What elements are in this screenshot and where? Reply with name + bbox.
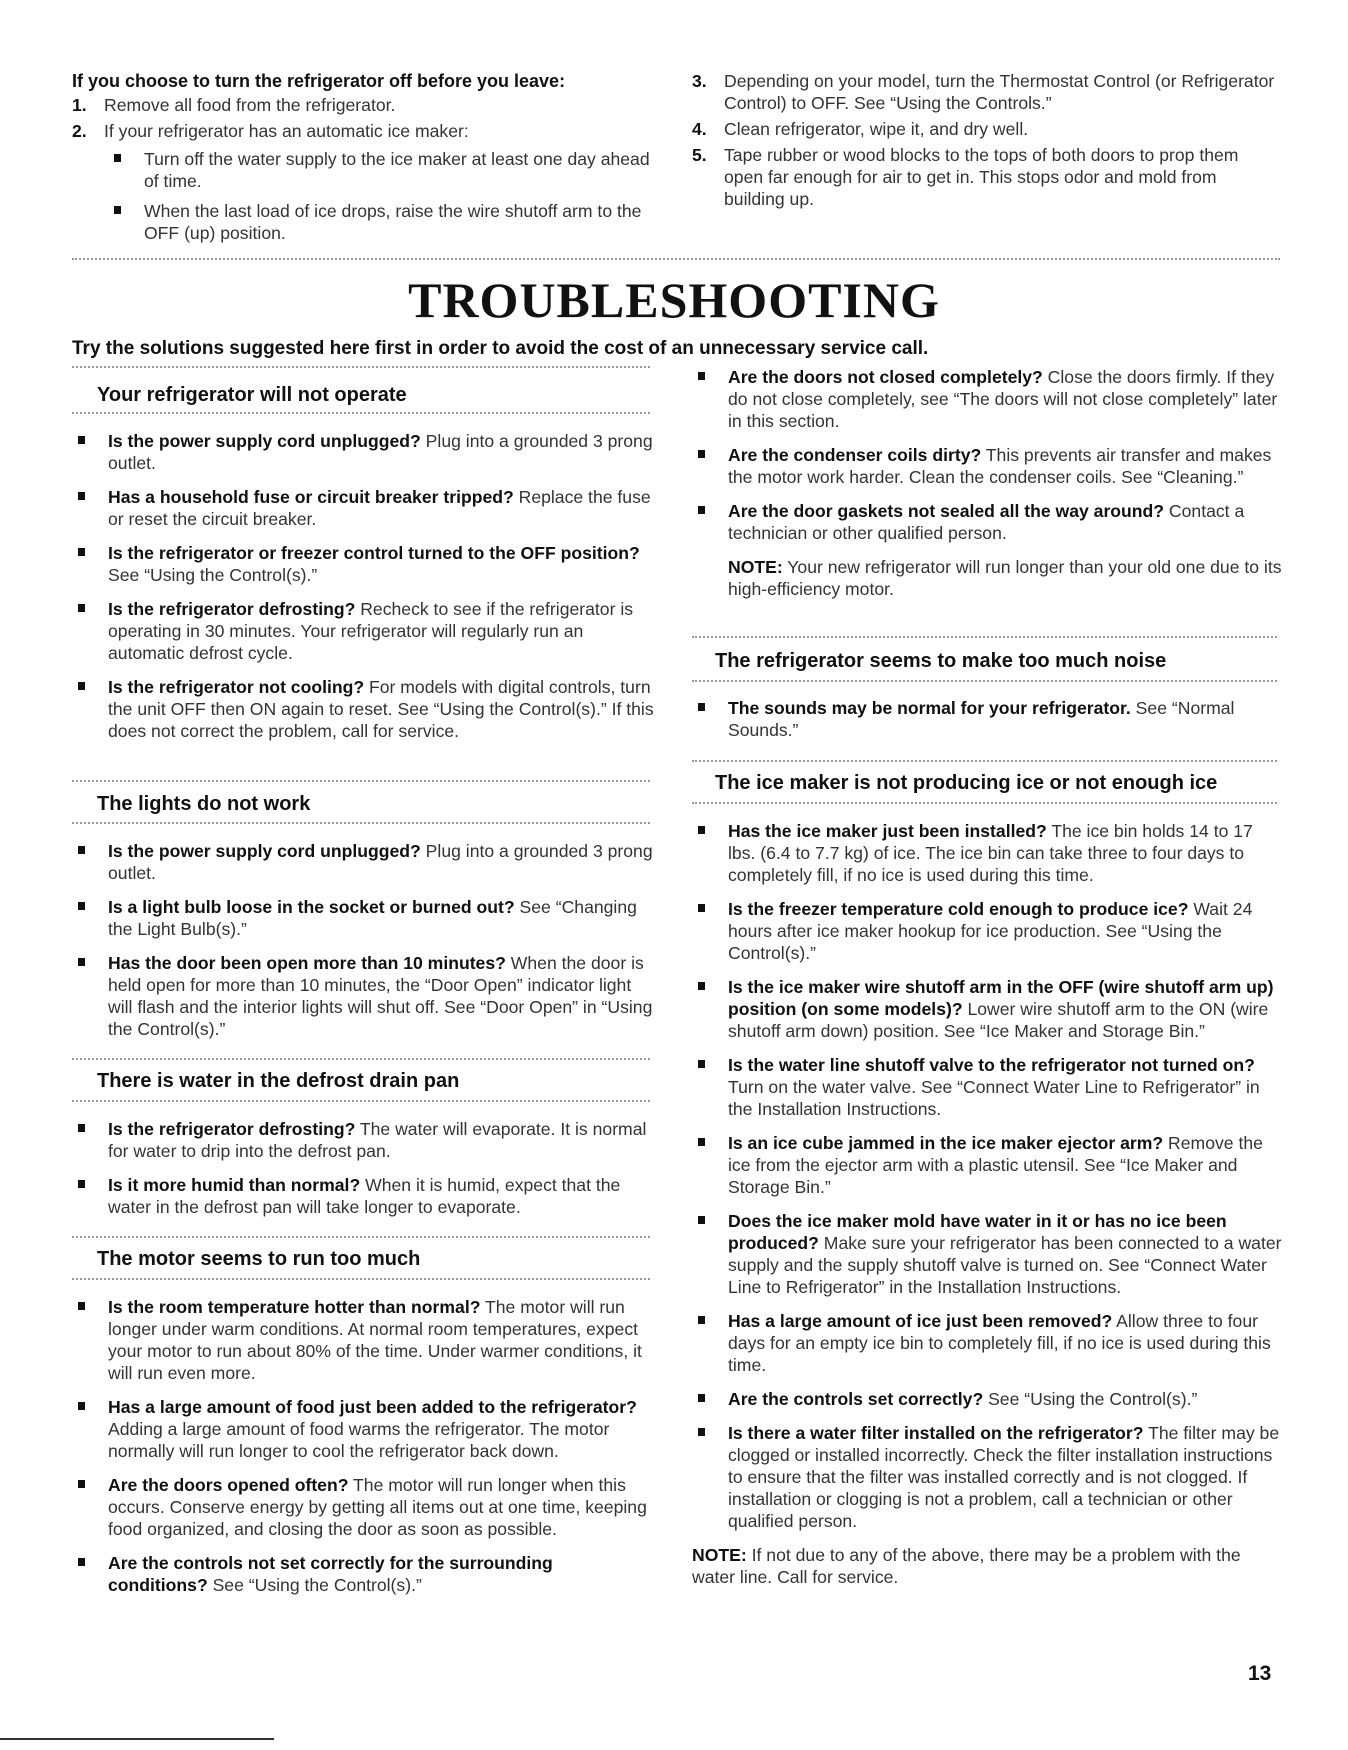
motor-continued-list bbox=[692, 366, 1282, 610]
list-item: Are the door gaskets not sealed all the way around? Contact a technician or other qualified person. bbox=[692, 500, 1282, 544]
prep-left-column bbox=[72, 70, 657, 252]
list-item: Is the room temperature hotter than normal? The motor will run longer under warm conditions. At normal room temperatures, expect your motor to run about 80% of the time. Under warmer conditions, it will run even more. bbox=[72, 1296, 657, 1384]
list-item: The sounds may be normal for your refrigerator. See “Normal Sounds.” bbox=[692, 697, 1282, 741]
list-item: Is there a water filter installed on the refrigerator? The filter may be clogged or installed incorrectly. Check the filter installation instructions to ensure that the filter was installed correctly and is not clogged. If installation or clogging is not a problem, call a technician or other qualified person. bbox=[692, 1422, 1282, 1532]
motor-list bbox=[72, 1296, 657, 1608]
list-item: Is the refrigerator defrosting? The water will evaporate. It is normal for water to drip into the defrost pan. bbox=[72, 1118, 657, 1162]
list-item: Is the refrigerator or freezer control turned to the OFF position? See “Using the Control(s).” bbox=[72, 542, 657, 586]
ice-note: NOTE: If not due to any of the above, there may be a problem with the water line. Call for service. bbox=[692, 1545, 1241, 1587]
list-item: Is the freezer temperature cold enough to produce ice? Wait 24 hours after ice maker hookup for ice production. See “Using the Control(s).” bbox=[692, 898, 1282, 964]
ice-list bbox=[692, 820, 1282, 1598]
divider bbox=[692, 760, 1277, 762]
prep-heading: If you choose to turn the refrigerator off before you leave: bbox=[72, 71, 566, 91]
list-item: Are the doors opened often? The motor will run longer when this occurs. Conserve energy by getting all items out at one time, keeping food organized, and closing the door as soon as possible. bbox=[72, 1474, 657, 1540]
page-number: 13 bbox=[1248, 1662, 1272, 1685]
list-item: Are the controls not set correctly for the surrounding conditions? See “Using the Control(s).” bbox=[72, 1552, 657, 1596]
list-item: Has the ice maker just been installed? The ice bin holds 14 to 17 lbs. (6.4 to 7.7 kg) of ice. The ice bin can take three to four days to completely fill, if no ice is used during this time. bbox=[692, 820, 1282, 886]
list-item: Is the refrigerator defrosting? Recheck to see if the refrigerator is operating in 30 minutes. Your refrigerator will regularly run an automatic defrost cycle. bbox=[72, 598, 657, 664]
section-heading-noise: The refrigerator seems to make too much noise bbox=[715, 650, 1167, 672]
section-heading-ice: The ice maker is not producing ice or not enough ice bbox=[715, 772, 1218, 794]
prep-step-2: 2. If your refrigerator has an automatic ice maker: bbox=[72, 121, 469, 141]
divider bbox=[72, 258, 1280, 260]
divider bbox=[72, 1236, 650, 1238]
list-item: Are the controls set correctly? See “Using the Control(s).” bbox=[692, 1388, 1282, 1410]
page-title: TROUBLESHOOTING bbox=[408, 272, 940, 328]
list-item: Has a large amount of food just been added to the refrigerator? Adding a large amount of food warms the refrigerator. The motor normally will run longer to cool the refrigerator back down. bbox=[72, 1396, 657, 1462]
divider bbox=[692, 636, 1277, 638]
section-heading-not-operate: Your refrigerator will not operate bbox=[97, 384, 407, 406]
list-item: Is the power supply cord unplugged? Plug into a grounded 3 prong outlet. bbox=[72, 430, 657, 474]
divider bbox=[692, 802, 1277, 804]
list-item: Is the refrigerator not cooling? For models with digital controls, turn the unit OFF then ON again to reset. See “Using the Control(s).” If this does not correct the problem, call for service. bbox=[72, 676, 657, 742]
prep-sub-bullet: When the last load of ice drops, raise the wire shutoff arm to the OFF (up) position. bbox=[72, 200, 657, 244]
list-item: Is an ice cube jammed in the ice maker ejector arm? Remove the ice from the ejector arm with a plastic utensil. See “Ice Maker and Storage Bin.” bbox=[692, 1132, 1282, 1198]
list-item: Are the doors not closed completely? Close the doors firmly. If they do not close completely, see “The doors will not close completely” later in this section. bbox=[692, 366, 1282, 432]
not-operate-list bbox=[72, 430, 657, 754]
list-item: Is the power supply cord unplugged? Plug into a grounded 3 prong outlet. bbox=[72, 840, 657, 884]
prep-step-4: 4. Clean refrigerator, wipe it, and dry well. bbox=[692, 119, 1029, 139]
section-heading-water-pan: There is water in the defrost drain pan bbox=[97, 1070, 460, 1092]
prep-step-3: 3. Depending on your model, turn the Thermostat Control (or Refrigerator Control) to OFF. See “Using the Controls.” bbox=[692, 71, 1275, 113]
list-item: Are the condenser coils dirty? This prevents air transfer and makes the motor work harder. Clean the condenser coils. See “Cleaning.” bbox=[692, 444, 1282, 488]
lights-list bbox=[72, 840, 657, 1052]
divider bbox=[72, 780, 650, 782]
list-item: Is the water line shutoff valve to the refrigerator not turned on? Turn on the water valve. See “Connect Water Line to Refrigerator” in the Installation Instructions. bbox=[692, 1054, 1282, 1120]
section-heading-motor: The motor seems to run too much bbox=[97, 1248, 421, 1270]
divider bbox=[72, 1100, 650, 1102]
divider bbox=[692, 680, 1277, 682]
divider bbox=[72, 1278, 650, 1280]
list-item: Has the door been open more than 10 minutes? When the door is held open for more than 10 minutes, the “Door Open” indicator light will flash and the interior lights will shut off. See “Door Open” in “Using the Control(s).” bbox=[72, 952, 657, 1040]
divider bbox=[72, 412, 650, 414]
footer-rule bbox=[0, 1738, 274, 1740]
divider bbox=[72, 366, 650, 368]
prep-sub-bullet: Turn off the water supply to the ice maker at least one day ahead of time. bbox=[72, 148, 657, 192]
list-item: Has a household fuse or circuit breaker tripped? Replace the fuse or reset the circuit breaker. bbox=[72, 486, 657, 530]
motor-note: NOTE: Your new refrigerator will run longer than your old one due to its high-efficiency motor. bbox=[728, 557, 1282, 599]
list-item: Is the ice maker wire shutoff arm in the OFF (wire shutoff arm up) position (on some models)? Lower wire shutoff arm to the ON (wire shutoff arm down) position. See “Ice Maker and Storage Bin.” bbox=[692, 976, 1282, 1042]
divider bbox=[72, 822, 650, 824]
water-pan-list bbox=[72, 1118, 657, 1230]
list-item: Is it more humid than normal? When it is humid, expect that the water in the defrost pan will take longer to evaporate. bbox=[72, 1174, 657, 1218]
prep-step-1: 1. Remove all food from the refrigerator. bbox=[72, 95, 396, 115]
list-item: Has a large amount of ice just been removed? Allow three to four days for an empty ice bin to completely fill, if no ice is used during this time. bbox=[692, 1310, 1282, 1376]
section-heading-lights: The lights do not work bbox=[97, 793, 311, 815]
list-item: Is a light bulb loose in the socket or burned out? See “Changing the Light Bulb(s).” bbox=[72, 896, 657, 940]
noise-list bbox=[692, 697, 1282, 753]
intro-text: Try the solutions suggested here first in order to avoid the cost of an unnecessary service call. bbox=[72, 338, 929, 359]
prep-right-column bbox=[692, 70, 1282, 214]
list-item: Does the ice maker mold have water in it or has no ice been produced? Make sure your refrigerator has been connected to a water supply and the supply shutoff valve is turned on. See “Connect Water Line to Refrigerator” in the Installation Instructions. bbox=[692, 1210, 1282, 1298]
divider bbox=[72, 1058, 650, 1060]
prep-step-5: 5. Tape rubber or wood blocks to the tops of both doors to prop them open far enough for air to get in. This stops odor and mold from building up. bbox=[692, 145, 1239, 209]
